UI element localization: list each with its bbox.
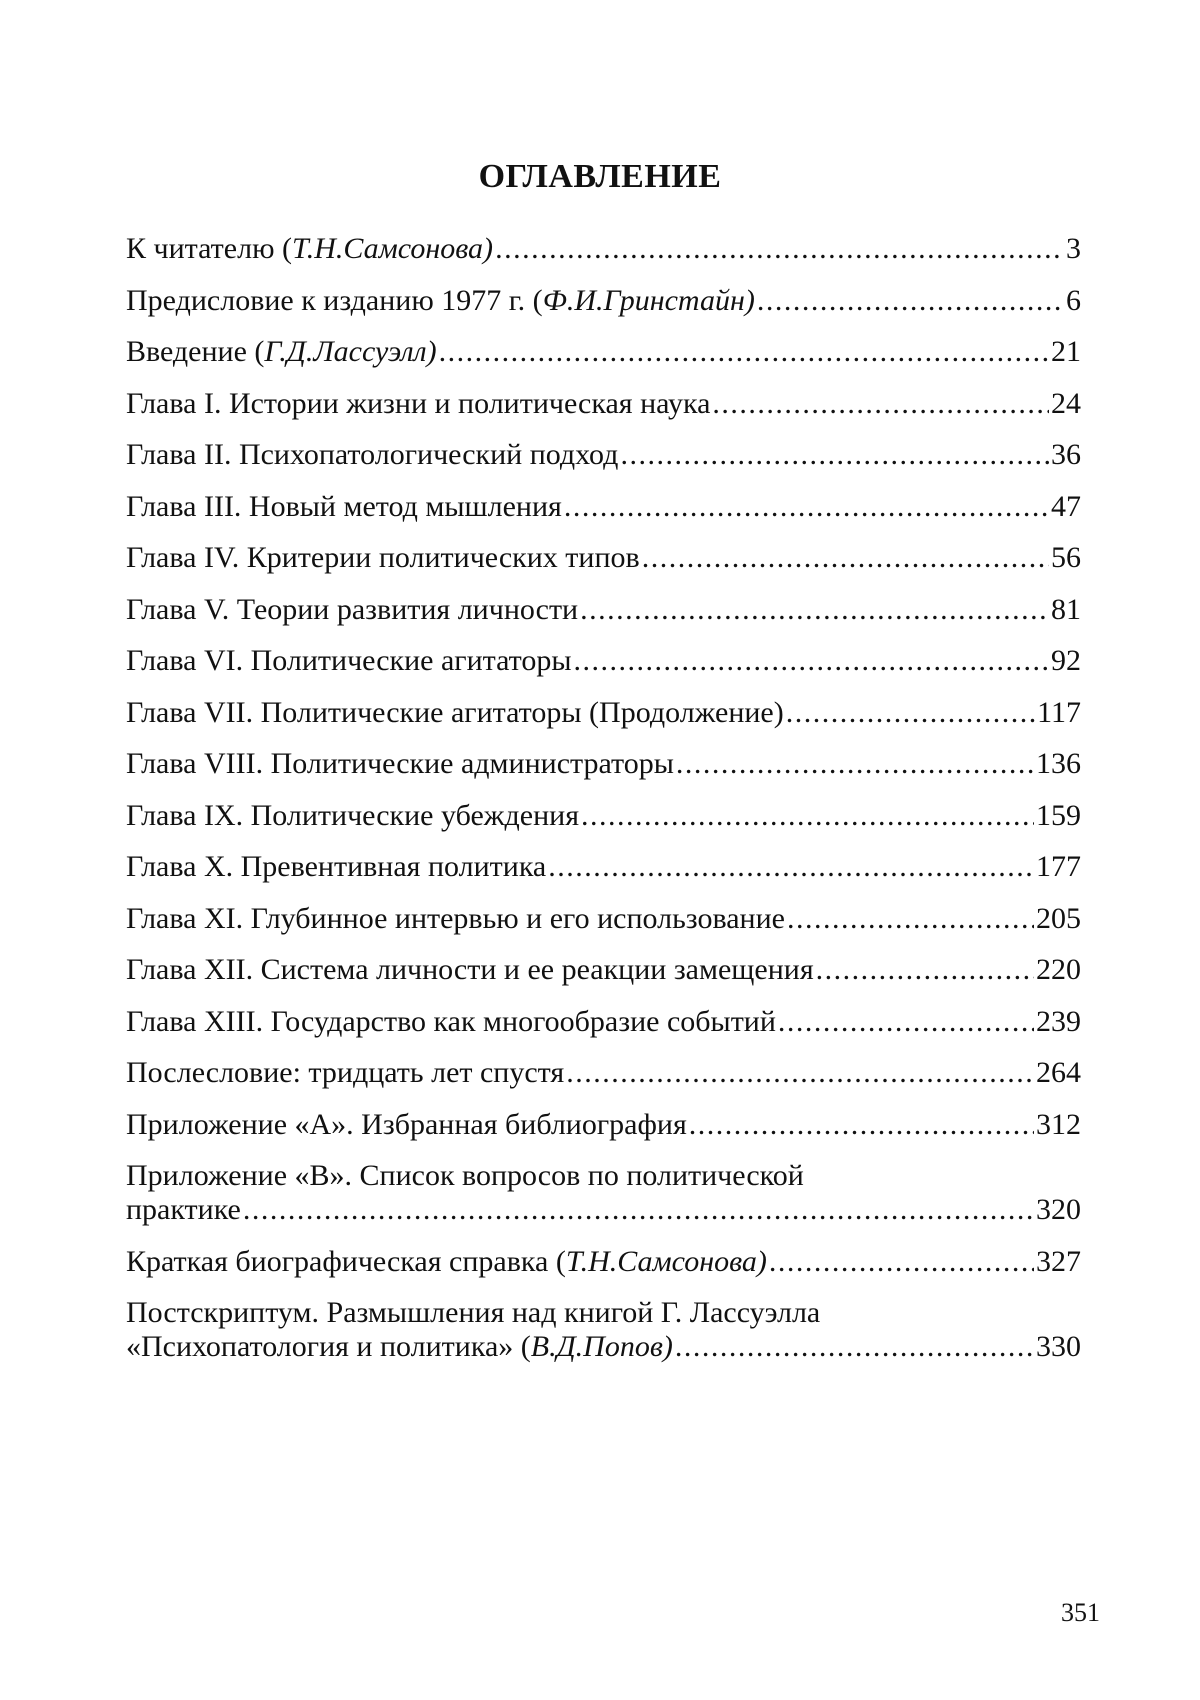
toc-entry-page: 312: [1036, 1107, 1081, 1141]
toc-entry: [126, 541, 1081, 575]
toc-entry: [126, 902, 1081, 936]
toc-entry-page: 239: [1036, 1004, 1081, 1038]
toc-entry-text: Глава X. Превентивная политика: [126, 850, 547, 883]
toc-entry-text: Глава II. Психопатологический подход: [126, 438, 619, 471]
page-title: ОГЛАВЛЕНИЕ: [478, 158, 722, 195]
toc-entry-text: Глава VIII. Политические администраторы: [126, 747, 674, 780]
toc-entry-page: 264: [1036, 1056, 1081, 1089]
toc-entry-text: Глава VII. Политические агитаторы (Продолжение): [126, 695, 784, 729]
toc-entry-text: Глава IX. Политические убеждения: [126, 798, 579, 832]
toc-entry: [126, 799, 1081, 833]
toc-entry-page: 56: [1051, 541, 1081, 574]
toc-entry-author: В.Д.Попов): [530, 1330, 673, 1363]
toc-entry-author: Г.Д.Лассуэлл): [264, 335, 437, 368]
toc-entry-page: 117: [1037, 695, 1081, 729]
dot-leader: [564, 490, 1049, 524]
dot-leader: [620, 438, 1049, 472]
dot-leader: [769, 1245, 1034, 1279]
toc-entry-text-line2: «Психопатология и политика» (: [126, 1330, 531, 1363]
toc-entry: [126, 232, 1081, 266]
toc-entry-page: 177: [1036, 850, 1081, 883]
toc-entry-author: Т.Н.Самсонова): [291, 232, 494, 265]
toc-entry: [126, 438, 1081, 472]
dot-leader: [675, 1330, 1034, 1364]
toc-entry: [126, 696, 1081, 730]
toc-entry-text: Глава XI. Глубинное интервью и его использование: [126, 901, 785, 935]
dot-leader: [676, 747, 1034, 781]
toc-entry-text: Глава III. Новый метод мышления: [126, 489, 562, 523]
toc-entry-page: 330: [1036, 1330, 1081, 1363]
toc-entry: [126, 593, 1081, 627]
dot-leader: [574, 644, 1049, 678]
toc-entry-text: Глава XII. Система личности и ее реакции замещения: [126, 953, 814, 986]
dot-leader: [712, 387, 1049, 421]
toc-entry-page: 24: [1051, 386, 1081, 420]
toc-entry-page: 220: [1036, 953, 1081, 986]
dot-leader: [816, 953, 1034, 987]
toc-entry: [126, 953, 1081, 987]
toc-entry-page: 159: [1036, 798, 1081, 832]
toc-entry: [126, 747, 1081, 781]
toc-entry-page: 21: [1051, 335, 1081, 368]
toc-entry: [126, 284, 1081, 318]
dot-leader: [787, 902, 1034, 936]
toc-entry-author: Ф.И.Гринстайн): [542, 283, 755, 317]
toc-entry-appendix-b: [126, 1159, 1081, 1227]
dot-leader: [566, 1056, 1034, 1090]
toc-entry-postscript: [126, 1296, 1081, 1364]
toc-entry-text: Глава VI. Политические агитаторы: [126, 644, 572, 677]
toc-entry: [126, 644, 1081, 678]
toc-entry-page: 205: [1036, 901, 1081, 935]
dot-leader: [689, 1108, 1034, 1142]
toc-entry-page: 3: [1066, 232, 1081, 265]
toc-entry-text-line2: практике: [126, 1193, 241, 1226]
toc-entry: [126, 387, 1081, 421]
toc-entry-page: 47: [1051, 489, 1081, 523]
dot-leader: [439, 335, 1049, 369]
dot-leader: [548, 850, 1034, 884]
toc-entry-page: 136: [1036, 747, 1081, 780]
toc-entry-text: Глава V. Теории развития личности: [126, 592, 579, 626]
table-of-contents: [126, 232, 1081, 1382]
dot-leader: [786, 696, 1035, 730]
toc-entry-text: Введение (: [126, 335, 265, 368]
toc-entry-text: Глава IV. Критерии политических типов: [126, 541, 640, 574]
toc-entry-text: К читателю (: [126, 232, 292, 265]
toc-entry: [126, 490, 1081, 524]
dot-leader: [243, 1193, 1034, 1227]
toc-entry-text: Предисловие к изданию 1977 г. (: [126, 283, 543, 317]
toc-entry-page: 6: [1066, 283, 1081, 317]
toc-entry: [126, 1005, 1081, 1039]
page-number: 351: [1061, 1598, 1100, 1627]
toc-entry-page: 92: [1051, 644, 1081, 677]
dot-leader: [778, 1005, 1034, 1039]
toc-entry-text: Краткая биографическая справка (: [126, 1244, 566, 1278]
toc-entry-text-line1: Постскриптум. Размышления над книгой Г. Лассуэлла: [126, 1296, 821, 1329]
dot-leader: [580, 593, 1049, 627]
toc-entry: [126, 1056, 1081, 1090]
toc-entry-author: Т.Н.Самсонова): [565, 1244, 767, 1278]
toc-entry-page: 327: [1036, 1244, 1081, 1278]
toc-entry-bio: [126, 1245, 1081, 1279]
toc-entry-text: Послесловие: тридцать лет спустя: [126, 1056, 565, 1089]
toc-entry-page: 320: [1036, 1193, 1081, 1226]
toc-entry-page: 36: [1051, 438, 1081, 471]
toc-entry-text: Глава I. Истории жизни и политическая наука: [126, 386, 711, 420]
toc-entry: [126, 1108, 1081, 1142]
toc-entry-text-line1: Приложение «В». Список вопросов по политической: [126, 1159, 804, 1192]
dot-leader: [495, 232, 1064, 266]
toc-entry-text: Глава XIII. Государство как многообразие событий: [126, 1004, 776, 1038]
dot-leader: [642, 541, 1049, 575]
toc-entry: [126, 335, 1081, 369]
toc-entry-page: 81: [1051, 592, 1081, 626]
dot-leader: [581, 799, 1034, 833]
toc-entry: [126, 850, 1081, 884]
toc-entry-text: Приложение «А». Избранная библиография: [126, 1107, 687, 1141]
dot-leader: [757, 284, 1064, 318]
